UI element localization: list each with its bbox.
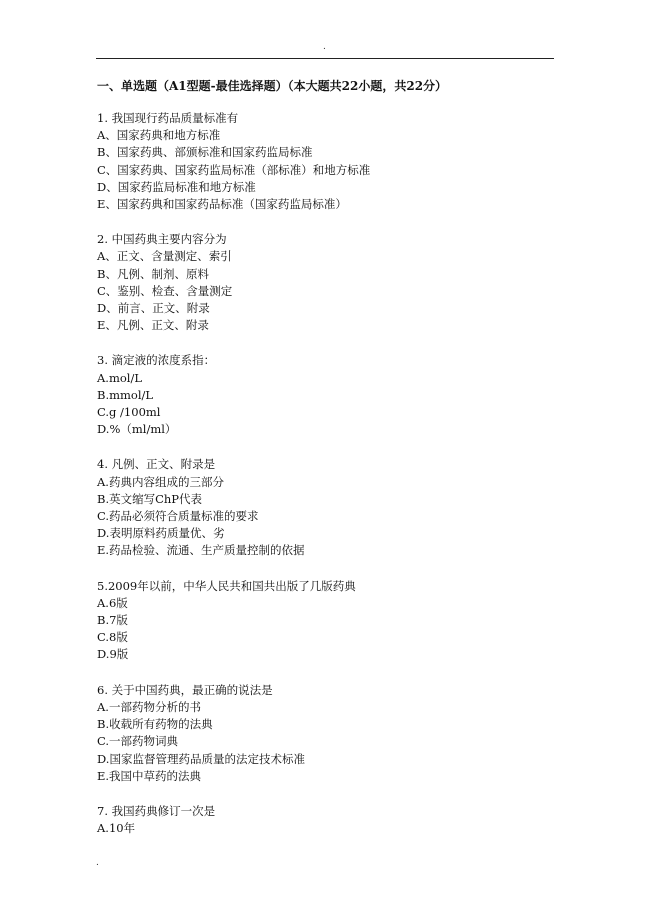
- question-block: [97, 231, 557, 334]
- section-title: 一、单选题（A1型题-最佳选择题）（本大题共22小题，共22分）: [97, 79, 448, 93]
- answer-option: A.mol/L: [97, 370, 142, 385]
- question-stem: 4. 凡例、正文、附录是: [97, 457, 216, 472]
- answer-option: A、正文、含量测定、索引: [97, 249, 232, 264]
- answer-option: B.英文缩写ChP代表: [97, 491, 203, 506]
- document-body: [97, 78, 557, 855]
- question-block: [97, 578, 557, 664]
- answer-option: D.国家监督管理药品质量的法定技术标准: [97, 751, 305, 766]
- answer-option: D、前言、正文、附录: [97, 301, 210, 316]
- answer-option: B.收载所有药物的法典: [97, 717, 213, 732]
- answer-option: B、凡例、制剂、原料: [97, 266, 209, 281]
- question-stem: 3. 滴定液的浓度系指：: [97, 353, 216, 368]
- answer-option: B、国家药典、部颁标准和国家药监局标准: [97, 145, 313, 160]
- question-block: [97, 110, 557, 213]
- answer-option: C.一部药物词典: [97, 734, 179, 749]
- question-list: [97, 110, 557, 837]
- header-rule: [96, 58, 554, 59]
- answer-option: C.8版: [97, 630, 128, 645]
- question-block: [97, 352, 557, 438]
- answer-option: D.9版: [97, 647, 129, 662]
- answer-option: C.药品必须符合质量标准的要求: [97, 509, 259, 524]
- question-stem: 7. 我国药典修订一次是: [97, 803, 216, 818]
- answer-option: D.表明原料药质量优、劣: [97, 526, 225, 541]
- answer-option: C、国家药典、国家药监局标准（部标准）和地方标准: [97, 162, 371, 177]
- answer-option: D.%（ml/ml）: [97, 422, 177, 437]
- answer-option: A.药典内容组成的三部分: [97, 474, 224, 489]
- answer-option: E、凡例、正文、附录: [97, 318, 209, 333]
- answer-option: E.我国中草药的法典: [97, 768, 202, 783]
- answer-option: B.7版: [97, 613, 128, 628]
- question-stem: 1. 我国现行药品质量标准有: [97, 111, 239, 125]
- question-block: [97, 803, 557, 837]
- question-stem: 2. 中国药典主要内容分为: [97, 232, 227, 247]
- question-block: [97, 682, 557, 785]
- header-mark: .: [323, 42, 326, 52]
- answer-option: A.一部药物分析的书: [97, 699, 201, 714]
- answer-option: A.10年: [97, 821, 136, 836]
- answer-option: E.药品检验、流通、生产质量控制的依据: [97, 543, 305, 558]
- answer-option: A.6版: [97, 595, 128, 610]
- answer-option: A、国家药典和地方标准: [97, 128, 221, 143]
- answer-option: C.g /100ml: [97, 405, 161, 420]
- answer-option: E、国家药典和国家药品标准（国家药监局标准）: [97, 197, 347, 212]
- question-stem: 6. 关于中国药典，最正确的说法是: [97, 682, 273, 697]
- footer-mark: .: [96, 858, 99, 868]
- answer-option: D、国家药监局标准和地方标准: [97, 179, 256, 194]
- answer-option: C、鉴别、检查、含量测定: [97, 283, 233, 298]
- question-block: [97, 456, 557, 559]
- answer-option: B.mmol/L: [97, 387, 154, 402]
- question-stem: 5.2009年以前，中华人民共和国共出版了几版药典: [97, 578, 356, 593]
